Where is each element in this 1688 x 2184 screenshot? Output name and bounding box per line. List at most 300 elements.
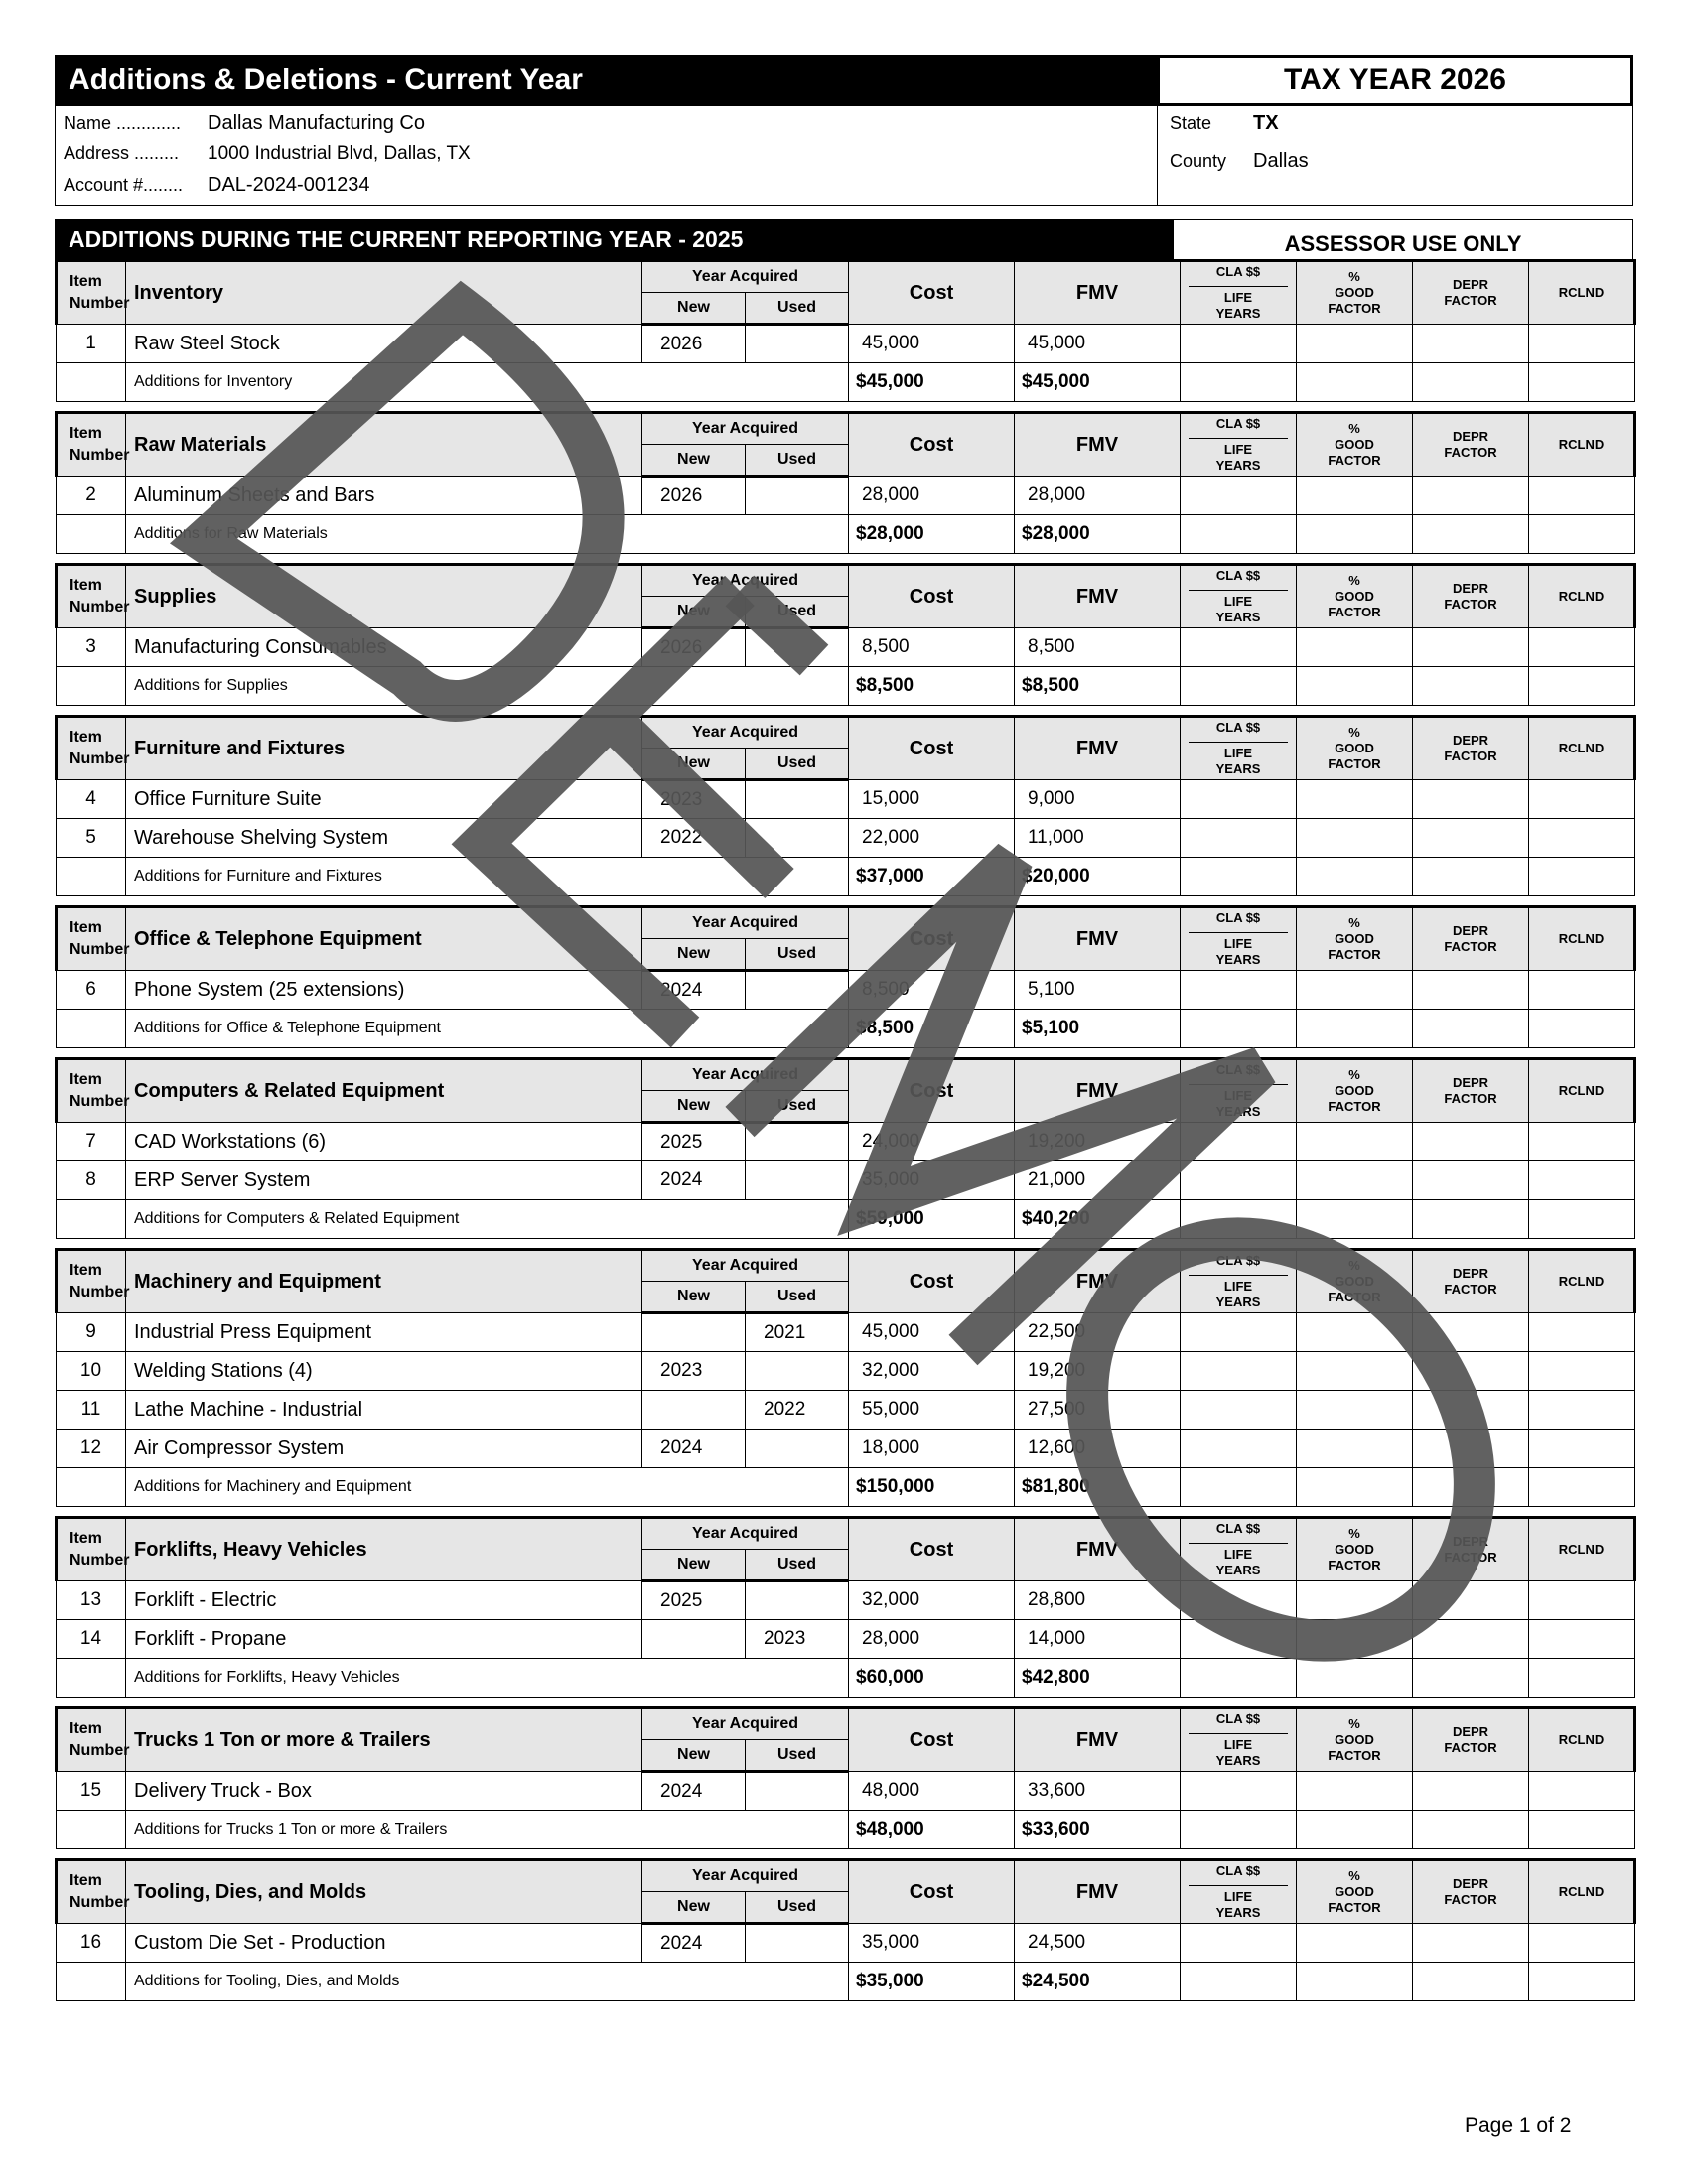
rclnd-header: RCLND [1529,1708,1635,1772]
year-used [746,780,849,819]
cla-label: CLA $$ [1215,720,1261,735]
table-row [57,1313,1635,1352]
depr-factor-label-part: FACTOR [1444,597,1497,612]
assessor-cell [1181,858,1297,896]
life-years-label [1181,1279,1296,1310]
rclnd-header: RCLND [1529,1250,1635,1313]
year-new: 2026 [642,477,746,515]
item-number: 12 [57,1430,126,1468]
total-blank-cell [57,1468,126,1507]
section-header-row [57,261,1635,293]
cla-life-years-header [1181,1708,1297,1772]
additions-title: ADDITIONS DURING THE CURRENT REPORTING YEAR - 2025 [55,219,1173,259]
good-factor-label-part: FACTOR [1328,301,1381,316]
assessor-cell [1529,1581,1635,1620]
assessor-cell [1413,780,1529,819]
asset-section-table [55,1248,1636,1507]
address-line [64,143,1157,174]
years-label: YEARS [1215,1905,1261,1920]
category-title: Computers & Related Equipment [126,1059,642,1123]
item-fmv: 27,500 [1015,1391,1181,1430]
table-row [57,971,1635,1010]
total-label: Additions for Furniture and Fixtures [126,858,849,896]
item-number-header [57,907,130,971]
depr-factor-header [1413,1250,1529,1313]
cla-divider [1189,932,1288,933]
assessor-cell [1529,1620,1635,1659]
good-factor-label-part: % [1348,725,1360,740]
new-header: New [642,749,746,780]
category-title: Furniture and Fixtures [126,717,642,780]
total-blank-cell [57,515,126,554]
assessor-cell [1529,667,1635,706]
table-row [57,1924,1635,1963]
rclnd-header: RCLND [1529,717,1635,780]
item-fmv: 28,800 [1015,1581,1181,1620]
item-fmv: 9,000 [1015,780,1181,819]
section-gap [55,706,1633,715]
cla-life-years-header [1181,1250,1297,1313]
assessor-cell [1413,1659,1529,1698]
section-total-row [57,1010,1635,1048]
assessor-cell [1181,780,1297,819]
item-number-header [57,1708,130,1772]
assessor-cell [1297,1313,1413,1352]
section-header-row [57,1860,1635,1892]
good-factor-label-part: GOOD [1335,741,1374,755]
year-new: 2026 [642,628,746,667]
total-blank-cell [57,858,126,896]
year-acquired-header: Year Acquired [642,1518,849,1550]
cost-header: Cost [849,1518,1015,1581]
form-page [55,55,1633,2001]
good-factor-label-part: FACTOR [1328,453,1381,468]
table-row [57,1620,1635,1659]
state-line [1170,112,1632,150]
year-acquired-header: Year Acquired [642,413,849,445]
total-fmv: $5,100 [1015,1010,1181,1048]
item-cost: 32,000 [849,1352,1015,1391]
assessor-cell [1181,1352,1297,1391]
cla-label: CLA $$ [1215,910,1261,925]
assessor-cell [1413,628,1529,667]
assessor-cell [1181,477,1297,515]
cla-divider [1189,286,1288,287]
assessor-cell [1181,1924,1297,1963]
assessor-cell [1529,1313,1635,1352]
year-used: 2023 [746,1620,849,1659]
depr-factor-header [1413,1708,1529,1772]
asset-sections [55,259,1633,2001]
rclnd-header: RCLND [1529,1059,1635,1123]
section-gap [55,1698,1633,1706]
cla-divider [1189,1733,1288,1734]
good-factor-label-part: GOOD [1335,1083,1374,1098]
good-factor-label-part: % [1348,1716,1360,1731]
item-description: Phone System (25 extensions) [126,971,642,1010]
assessor-cell [1529,1123,1635,1161]
good-factor-header [1297,261,1413,325]
total-fmv: $40,200 [1015,1200,1181,1239]
depr-factor-header [1413,717,1529,780]
item-description: Forklift - Propane [126,1620,642,1659]
address-label: Address ......... [64,143,180,163]
rclnd-header: RCLND [1529,1518,1635,1581]
asset-section-table [55,563,1636,706]
good-factor-header [1297,1518,1413,1581]
number-label: Number [70,295,130,312]
item-cost: 45,000 [849,325,1015,363]
good-factor-label-part: GOOD [1335,285,1374,300]
depr-factor-header [1413,1059,1529,1123]
new-header: New [642,1091,746,1123]
item-number: 14 [57,1620,126,1659]
assessor-cell [1297,1659,1413,1698]
cla-label: CLA $$ [1215,1711,1261,1726]
item-number: 7 [57,1123,126,1161]
account-line [64,174,1157,205]
item-label: Item [70,919,102,936]
assessor-cell [1297,515,1413,554]
depr-factor-label-part: DEPR [1452,923,1489,938]
year-new [642,1620,746,1659]
taxpayer-info [55,106,1633,206]
cla-label: CLA $$ [1215,1521,1261,1536]
section-header-row [57,717,1635,749]
assessor-cell [1529,1924,1635,1963]
fmv-header: FMV [1015,565,1181,628]
item-cost: 22,000 [849,819,1015,858]
used-header: Used [746,1550,849,1581]
assessor-cell [1181,1620,1297,1659]
rclnd-header: RCLND [1529,565,1635,628]
life-label: LIFE [1223,746,1253,760]
used-header: Used [746,939,849,971]
assessor-cell [1413,819,1529,858]
new-header: New [642,445,746,477]
year-acquired-header: Year Acquired [642,1708,849,1740]
year-used [746,325,849,363]
life-label: LIFE [1223,936,1253,951]
item-number-header [57,413,130,477]
section-total-row [57,1963,1635,2001]
name-value: Dallas Manufacturing Co [208,112,425,134]
item-cost: 8,500 [849,628,1015,667]
section-header-row [57,1250,1635,1282]
assessor-cell [1529,477,1635,515]
section-gap [55,1507,1633,1516]
cla-divider [1189,1885,1288,1886]
year-used [746,1352,849,1391]
total-cost: $8,500 [849,667,1015,706]
year-new: 2024 [642,971,746,1010]
assessor-cell [1529,628,1635,667]
item-label: Item [70,425,102,442]
section-header-row [57,413,1635,445]
total-cost: $28,000 [849,515,1015,554]
cla-life-years-header [1181,413,1297,477]
assessor-cell [1297,628,1413,667]
life-years-label [1181,1889,1296,1921]
assessor-cell [1181,1659,1297,1698]
assessor-cell [1297,1581,1413,1620]
taxpayer-details [56,106,1158,205]
rclnd-header: RCLND [1529,907,1635,971]
assessor-cell [1529,1200,1635,1239]
assessor-cell [1413,1313,1529,1352]
year-new: 2024 [642,1161,746,1200]
category-title: Raw Materials [126,413,642,477]
assessor-cell [1529,363,1635,402]
number-label: Number [70,1284,130,1300]
assessor-cell [1413,1352,1529,1391]
year-new [642,1313,746,1352]
life-years-label [1181,442,1296,474]
section-gap [55,1849,1633,1858]
section-gap [55,1239,1633,1248]
item-description: Office Furniture Suite [126,780,642,819]
assessor-cell [1297,667,1413,706]
item-cost: 28,000 [849,477,1015,515]
fmv-header: FMV [1015,413,1181,477]
new-header: New [642,597,746,628]
total-fmv: $81,800 [1015,1468,1181,1507]
item-fmv: 14,000 [1015,1620,1181,1659]
assessor-cell [1413,1963,1529,2001]
item-fmv: 8,500 [1015,628,1181,667]
assessor-cell [1529,1391,1635,1430]
life-label: LIFE [1223,1889,1253,1904]
item-fmv: 11,000 [1015,819,1181,858]
item-description: Manufacturing Consumables [126,628,642,667]
cla-life-years-header [1181,717,1297,780]
year-used: 2021 [746,1313,849,1352]
cost-header: Cost [849,413,1015,477]
assessor-cell [1181,1313,1297,1352]
section-gap [55,402,1633,411]
section-total-row [57,1468,1635,1507]
category-title: Tooling, Dies, and Molds [126,1860,642,1924]
assessor-cell [1413,667,1529,706]
table-row [57,1581,1635,1620]
item-cost: 28,000 [849,1620,1015,1659]
assessor-cell [1529,1468,1635,1507]
good-factor-header [1297,907,1413,971]
rclnd-header: RCLND [1529,413,1635,477]
cost-header: Cost [849,261,1015,325]
good-factor-label-part: % [1348,1067,1360,1082]
table-row [57,628,1635,667]
assessor-cell [1413,971,1529,1010]
depr-factor-label-part: DEPR [1452,1724,1489,1739]
item-description: Air Compressor System [126,1430,642,1468]
assessor-cell [1297,1123,1413,1161]
good-factor-label-part: % [1348,1258,1360,1273]
assessor-cell [1529,819,1635,858]
item-number: 3 [57,628,126,667]
county-line [1170,150,1632,188]
year-used [746,1430,849,1468]
depr-factor-label-part: DEPR [1452,733,1489,748]
assessor-cell [1297,858,1413,896]
assessor-cell [1529,1772,1635,1811]
depr-factor-label-part: FACTOR [1444,1892,1497,1907]
assessor-cell [1181,1123,1297,1161]
depr-factor-label-part: DEPR [1452,1075,1489,1090]
good-factor-label-part: FACTOR [1328,1748,1381,1763]
asset-section-table [55,1516,1636,1698]
assessor-cell [1181,667,1297,706]
item-label: Item [70,1720,102,1737]
section-total-row [57,1200,1635,1239]
good-factor-label-part: GOOD [1335,931,1374,946]
cla-divider [1189,742,1288,743]
cla-divider [1189,438,1288,439]
section-gap [55,896,1633,905]
assessor-cell [1529,515,1635,554]
year-new: 2024 [642,1772,746,1811]
depr-factor-label-part: FACTOR [1444,1091,1497,1106]
number-label: Number [70,1552,130,1569]
assessor-cell [1297,1772,1413,1811]
asset-section-table [55,259,1636,402]
rclnd-header: RCLND [1529,1860,1635,1924]
new-header: New [642,1282,746,1313]
item-label: Item [70,1872,102,1889]
assessor-cell [1181,1811,1297,1849]
cla-divider [1189,1084,1288,1085]
life-label: LIFE [1223,1737,1253,1752]
assessor-cell [1181,971,1297,1010]
total-blank-cell [57,1659,126,1698]
section-header-row [57,565,1635,597]
item-fmv: 19,200 [1015,1352,1181,1391]
item-number: 11 [57,1391,126,1430]
item-cost: 45,000 [849,1313,1015,1352]
number-label: Number [70,1894,130,1911]
year-used [746,477,849,515]
section-header-row [57,1708,1635,1740]
item-description: CAD Workstations (6) [126,1123,642,1161]
total-cost: $45,000 [849,363,1015,402]
year-acquired-header: Year Acquired [642,1860,849,1892]
item-label: Item [70,1530,102,1547]
used-header: Used [746,1091,849,1123]
assessor-cell [1181,515,1297,554]
table-row [57,819,1635,858]
cla-life-years-header [1181,1518,1297,1581]
assessor-cell [1297,477,1413,515]
assessor-cell [1297,1352,1413,1391]
cla-label: CLA $$ [1215,416,1261,431]
life-label: LIFE [1223,594,1253,609]
category-title: Forklifts, Heavy Vehicles [126,1518,642,1581]
life-years-label [1181,936,1296,968]
item-label: Item [70,577,102,594]
new-header: New [642,293,746,325]
total-cost: $48,000 [849,1811,1015,1849]
depr-factor-label-part: DEPR [1452,1876,1489,1891]
assessor-cell [1181,1772,1297,1811]
item-fmv: 24,500 [1015,1924,1181,1963]
item-fmv: 12,600 [1015,1430,1181,1468]
address-value: 1000 Industrial Blvd, Dallas, TX [208,143,471,164]
table-row [57,780,1635,819]
good-factor-header [1297,1250,1413,1313]
assessor-cell [1297,780,1413,819]
depr-factor-label-part: FACTOR [1444,1740,1497,1755]
new-header: New [642,1740,746,1772]
table-row [57,1161,1635,1200]
good-factor-label-part: GOOD [1335,437,1374,452]
asset-section-table [55,411,1636,554]
item-description: Custom Die Set - Production [126,1924,642,1963]
depr-factor-label-part: FACTOR [1444,445,1497,460]
item-cost: 32,000 [849,1581,1015,1620]
item-cost: 18,000 [849,1430,1015,1468]
assessor-cell [1297,1924,1413,1963]
item-number-header [57,1059,130,1123]
cost-header: Cost [849,907,1015,971]
cost-header: Cost [849,717,1015,780]
assessor-cell [1297,1010,1413,1048]
assessor-cell [1413,858,1529,896]
item-number: 16 [57,1924,126,1963]
total-blank-cell [57,1200,126,1239]
cla-divider [1189,1275,1288,1276]
cla-life-years-header [1181,565,1297,628]
depr-factor-label-part: FACTOR [1444,1282,1497,1297]
cla-label: CLA $$ [1215,1253,1261,1268]
used-header: Used [746,445,849,477]
total-label: Additions for Trucks 1 Ton or more & Trailers [126,1811,849,1849]
year-used: 2022 [746,1391,849,1430]
good-factor-header [1297,565,1413,628]
number-label: Number [70,1742,130,1759]
total-blank-cell [57,1010,126,1048]
item-fmv: 5,100 [1015,971,1181,1010]
item-number: 13 [57,1581,126,1620]
year-used [746,819,849,858]
item-number-header [57,1250,130,1313]
assessor-cell [1181,1200,1297,1239]
total-cost: $8,500 [849,1010,1015,1048]
cost-header: Cost [849,565,1015,628]
used-header: Used [746,1282,849,1313]
table-row [57,477,1635,515]
depr-factor-label-part: DEPR [1452,1534,1489,1549]
depr-factor-header [1413,1860,1529,1924]
cla-label: CLA $$ [1215,1863,1261,1878]
total-fmv: $33,600 [1015,1811,1181,1849]
years-label: YEARS [1215,306,1261,321]
assessor-cell [1413,515,1529,554]
life-years-label [1181,290,1296,322]
assessor-cell [1413,1161,1529,1200]
asset-section-table [55,905,1636,1048]
table-row [57,1430,1635,1468]
account-value: DAL-2024-001234 [208,174,370,196]
year-new: 2022 [642,819,746,858]
years-label: YEARS [1215,1104,1261,1119]
year-used [746,628,849,667]
item-number-header [57,261,130,325]
years-label: YEARS [1215,952,1261,967]
rclnd-header: RCLND [1529,261,1635,325]
depr-factor-header [1413,261,1529,325]
total-cost: $59,000 [849,1200,1015,1239]
table-row [57,1772,1635,1811]
